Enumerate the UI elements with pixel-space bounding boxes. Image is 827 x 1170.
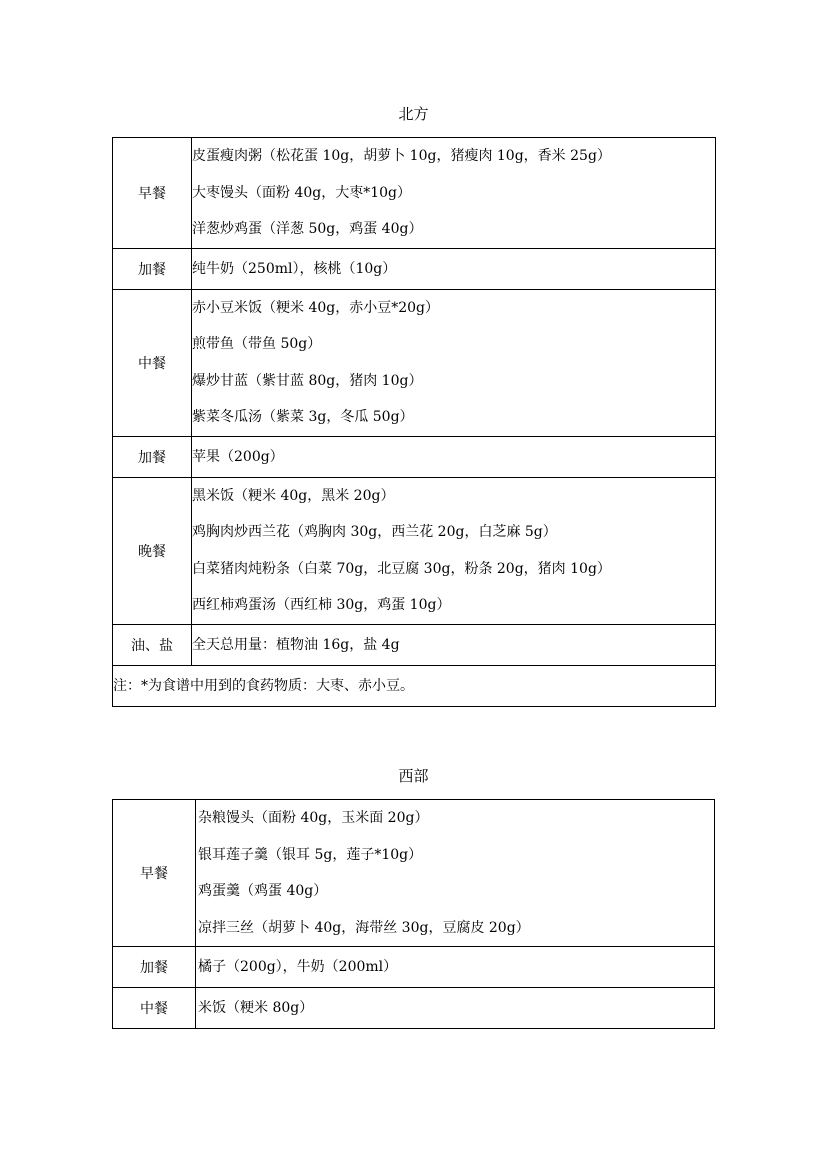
table-note — [113, 665, 716, 706]
table-row — [113, 477, 716, 624]
menu-table-north — [112, 137, 716, 707]
table-row — [113, 800, 715, 947]
dish-line: 鸡胸肉炒西兰花（鸡胸肉 30g，西兰花 20g，白芝麻 5g） — [192, 524, 557, 540]
table-row — [113, 624, 716, 665]
table-row — [113, 138, 716, 249]
dish-line: 橘子（200g），牛奶（200ml） — [198, 959, 398, 975]
dish-line: 爆炒甘蓝（紫甘蓝 80g，猪肉 10g） — [192, 372, 423, 389]
dish-line: 黑米饭（粳米 40g，黑米 20g） — [192, 487, 395, 504]
meal-label: 油、盐 — [113, 624, 192, 665]
dish-line: 紫菜冬瓜汤（紫菜 3g，冬瓜 50g） — [192, 409, 414, 425]
meal-label: 早餐 — [113, 138, 192, 249]
dish-line: 洋葱炒鸡蛋（洋葱 50g，鸡蛋 40g） — [192, 221, 423, 237]
dish-line: 银耳莲子羹（银耳 5g，莲子*10g） — [198, 846, 423, 863]
meal-label: 中餐 — [113, 988, 196, 1029]
dish-line: 全天总用量：植物油 16g，盐 4g — [192, 636, 400, 653]
dish-line: 苹果（200g） — [192, 448, 284, 465]
meal-items — [192, 624, 716, 665]
dish-line: 米饭（粳米 80g） — [198, 1000, 314, 1016]
dish-line: 鸡蛋羹（鸡蛋 40g） — [198, 883, 328, 899]
meal-label: 加餐 — [113, 248, 192, 289]
dish-line: 白菜猪肉炖粉条（白菜 70g，北豆腐 30g，粉条 20g，猪肉 10g） — [192, 560, 611, 577]
meal-label: 加餐 — [113, 947, 196, 988]
meal-label: 早餐 — [113, 800, 196, 947]
meal-items — [192, 477, 716, 624]
dish-line: 杂粮馒头（面粉 40g，玉米面 20g） — [198, 810, 429, 826]
table-row — [113, 947, 715, 988]
dish-line: 凉拌三丝（胡萝卜 40g，海带丝 30g，豆腐皮 20g） — [198, 919, 530, 936]
meal-label: 晚餐 — [113, 477, 192, 624]
meal-items — [196, 947, 715, 988]
table-row — [113, 248, 716, 289]
meal-items — [192, 289, 716, 436]
meal-label: 中餐 — [113, 289, 192, 436]
table-row — [113, 988, 715, 1029]
table-row — [113, 436, 716, 477]
table-row — [113, 289, 716, 436]
menu-table-west — [112, 799, 715, 1029]
section-title-west: 西部 — [398, 767, 429, 785]
meal-items — [196, 800, 715, 947]
dish-line: 煎带鱼（带鱼 50g） — [192, 336, 322, 352]
meal-label: 加餐 — [113, 436, 192, 477]
note-text: 注：*为食谱中用到的食药物质：大枣、赤小豆。 — [113, 677, 414, 694]
dish-line: 皮蛋瘦肉粥（松花蛋 10g，胡萝卜 10g，猪瘦肉 10g，香米 25g） — [192, 148, 611, 164]
dish-line: 纯牛奶（250ml），核桃（10g） — [192, 260, 397, 277]
meal-items — [196, 988, 715, 1029]
meal-items — [192, 436, 716, 477]
section-title-north: 北方 — [398, 105, 429, 123]
meal-items — [192, 138, 716, 249]
dish-line: 赤小豆米饭（粳米 40g，赤小豆*20g） — [192, 299, 440, 316]
table-row — [113, 665, 716, 706]
dish-line: 西红柿鸡蛋汤（西红柿 30g，鸡蛋 10g） — [192, 597, 451, 613]
dish-line: 大枣馒头（面粉 40g，大枣*10g） — [192, 184, 412, 201]
meal-items — [192, 248, 716, 289]
